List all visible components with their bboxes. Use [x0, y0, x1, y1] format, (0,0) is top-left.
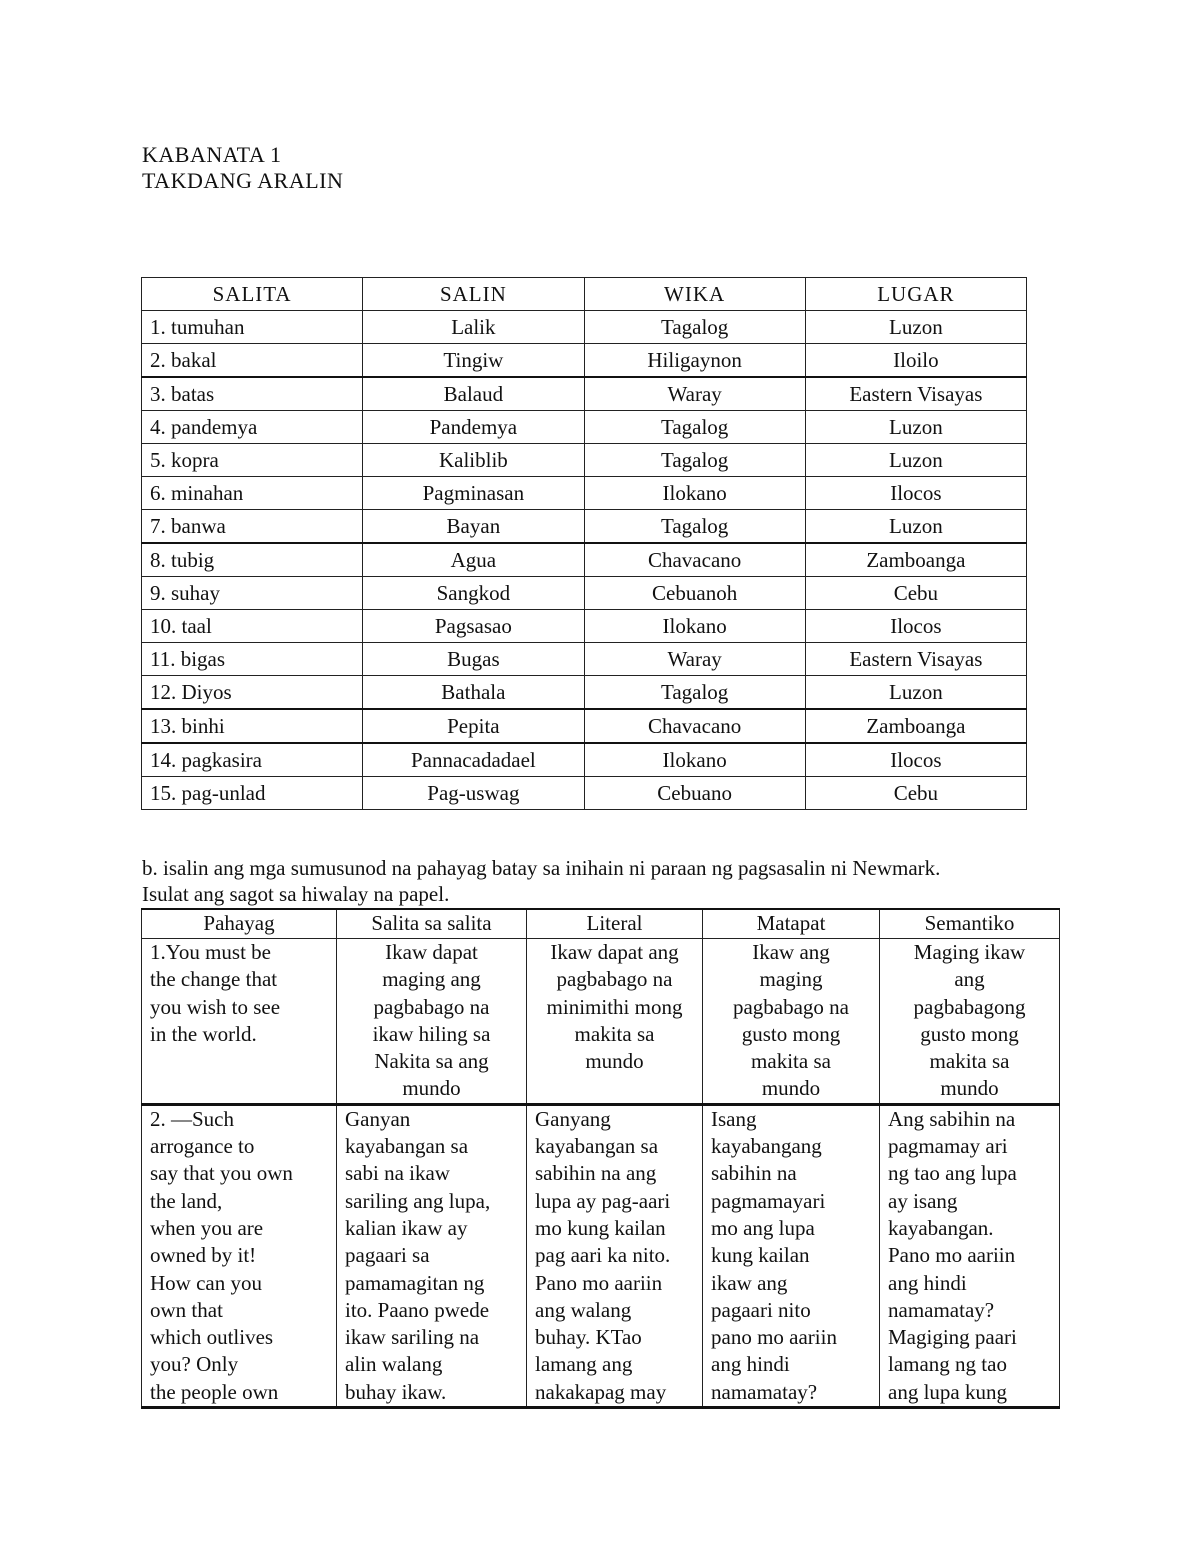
table-row [142, 477, 1027, 510]
header-literal: Literal [527, 909, 703, 939]
table-row [142, 377, 1027, 411]
cell-salin: Kaliblib [363, 444, 584, 477]
instruction-line: Isulat ang sagot sa hiwalay na papel. [142, 882, 450, 906]
cell-lugar: Ilocos [805, 743, 1026, 777]
cell-matapat [703, 939, 880, 1105]
table-header-row [142, 909, 1060, 939]
cell-lugar: Ilocos [805, 610, 1026, 643]
table-row [142, 1104, 1060, 1407]
table-row [142, 444, 1027, 477]
cell-lugar: Luzon [805, 676, 1026, 710]
cell-wika: Tagalog [584, 676, 805, 710]
cell-text: Ikaw dapat ang pagbabago na minimithi mong makita sa mundo [546, 940, 683, 1074]
document-heading [142, 142, 343, 194]
cell-salin: Bathala [363, 676, 584, 710]
cell-lugar: Eastern Visayas [805, 377, 1026, 411]
cell-salita: 1. tumuhan [142, 311, 363, 344]
cell-salin: Pandemya [363, 411, 584, 444]
cell-lugar: Zamboanga [805, 543, 1026, 577]
cell-salita-sa-salita [337, 1104, 527, 1407]
cell-salin: Bugas [363, 643, 584, 676]
cell-wika: Tagalog [584, 444, 805, 477]
cell-text: Ikaw ang maging pagbabago na gusto mong makita sa mundo [732, 940, 850, 1101]
cell-wika: Chavacano [584, 543, 805, 577]
table-row [142, 777, 1027, 810]
cell-pahayag [142, 1104, 337, 1407]
cell-salita: 6. minahan [142, 477, 363, 510]
cell-salita: 5. kopra [142, 444, 363, 477]
cell-salita: 12. Diyos [142, 676, 363, 710]
table-row [142, 743, 1027, 777]
cell-text: Maging ikaw ang pagbabagong gusto mong makita sa mundo [913, 940, 1026, 1101]
cell-wika: Waray [584, 643, 805, 676]
cell-wika: Ilokano [584, 477, 805, 510]
header-wika: WIKA [584, 278, 805, 311]
cell-lugar: Ilocos [805, 477, 1026, 510]
cell-salita: 2. bakal [142, 344, 363, 378]
cell-salita: 8. tubig [142, 543, 363, 577]
cell-literal [527, 939, 703, 1105]
newmark-translation-table [141, 908, 1060, 1409]
cell-salita: 9. suhay [142, 577, 363, 610]
cell-salin: Lalik [363, 311, 584, 344]
table-row [142, 610, 1027, 643]
cell-semantiko [880, 939, 1060, 1105]
table-row [142, 543, 1027, 577]
table-row [142, 939, 1060, 1105]
cell-lugar: Zamboanga [805, 709, 1026, 743]
cell-wika: Waray [584, 377, 805, 411]
cell-wika: Ilokano [584, 743, 805, 777]
table-row [142, 344, 1027, 378]
header-salita-sa-salita: Salita sa salita [337, 909, 527, 939]
cell-salita: 3. batas [142, 377, 363, 411]
cell-salin: Tingiw [363, 344, 584, 378]
cell-text: Ikaw dapat maging ang pagbabago na ikaw hiling sa Nakita sa ang mundo [372, 940, 491, 1101]
table-row [142, 577, 1027, 610]
cell-text: Ang sabihin na pagmamay ari ng tao ang lupa ay isang kayabangan. Pano mo aariin ang hindi namamatay? Magiging paari lamang ng tao ang lupa kung [888, 1106, 1017, 1404]
cell-salita-sa-salita [337, 939, 527, 1105]
cell-salita: 13. binhi [142, 709, 363, 743]
instruction-line: b. isalin ang mga sumusunod na pahayag batay sa inihain ni paraan ng pagsasalin ni Newmark. [142, 856, 941, 880]
table-row [142, 676, 1027, 710]
header-pahayag: Pahayag [142, 909, 337, 939]
instruction-paragraph [142, 855, 1062, 907]
cell-salita: 10. taal [142, 610, 363, 643]
cell-lugar: Luzon [805, 311, 1026, 344]
cell-salin: Sangkod [363, 577, 584, 610]
cell-salin: Pagsasao [363, 610, 584, 643]
table-row [142, 709, 1027, 743]
cell-text: 2. —Such arrogance to say that you own the land, when you are owned by it! How can you own that which outlives you? Only the people own [150, 1106, 293, 1404]
cell-salin: Agua [363, 543, 584, 577]
header-semantiko: Semantiko [880, 909, 1060, 939]
cell-lugar: Cebu [805, 777, 1026, 810]
cell-wika: Cebuanoh [584, 577, 805, 610]
cell-lugar: Iloilo [805, 344, 1026, 378]
cell-semantiko [880, 1104, 1060, 1407]
header-salin: SALIN [363, 278, 584, 311]
cell-text: Ganyan kayabangan sa sabi na ikaw sariling ang lupa, kalian ikaw ay pagaari sa pamamagitan ng ito. Paano pwede ikaw sariling na alin walang buhay ikaw. [345, 1106, 491, 1404]
chapter-title: KABANATA 1 [142, 142, 282, 167]
table-header-row [142, 278, 1027, 311]
header-lugar: LUGAR [805, 278, 1026, 311]
assignment-title: TAKDANG ARALIN [142, 168, 344, 193]
table-row [142, 643, 1027, 676]
cell-wika: Cebuano [584, 777, 805, 810]
cell-lugar: Cebu [805, 577, 1026, 610]
header-matapat: Matapat [703, 909, 880, 939]
cell-pahayag [142, 939, 337, 1105]
cell-salita: 11. bigas [142, 643, 363, 676]
cell-text: Ganyang kayabangan sa sabihin na ang lupa ay pag-aari mo kung kailan pag aari ka nito. Pano mo aariin ang walang buhay. KTao lamang ang nakakapag may [535, 1106, 671, 1404]
cell-salin: Balaud [363, 377, 584, 411]
header-salita: SALITA [142, 278, 363, 311]
table-row [142, 311, 1027, 344]
cell-wika: Ilokano [584, 610, 805, 643]
cell-lugar: Luzon [805, 444, 1026, 477]
cell-text: 1.You must be the change that you wish to see in the world. [150, 940, 281, 1046]
cell-salin: Pannacadadael [363, 743, 584, 777]
cell-matapat [703, 1104, 880, 1407]
cell-wika: Hiligaynon [584, 344, 805, 378]
table-row [142, 510, 1027, 544]
cell-salin: Pag-uswag [363, 777, 584, 810]
cell-wika: Chavacano [584, 709, 805, 743]
cell-wika: Tagalog [584, 510, 805, 544]
cell-salita: 14. pagkasira [142, 743, 363, 777]
cell-salin: Bayan [363, 510, 584, 544]
cell-text: Isang kayabangang sabihin na pagmamayari mo ang lupa kung kailan ikaw ang pagaari nito pano mo aariin ang hindi namamatay? [711, 1106, 837, 1404]
cell-lugar: Eastern Visayas [805, 643, 1026, 676]
cell-lugar: Luzon [805, 411, 1026, 444]
cell-wika: Tagalog [584, 411, 805, 444]
cell-salin: Pagminasan [363, 477, 584, 510]
cell-salita: 15. pag-unlad [142, 777, 363, 810]
cell-salita: 4. pandemya [142, 411, 363, 444]
cell-lugar: Luzon [805, 510, 1026, 544]
cell-salin: Pepita [363, 709, 584, 743]
cell-salita: 7. banwa [142, 510, 363, 544]
cell-literal [527, 1104, 703, 1407]
table-row [142, 411, 1027, 444]
cell-wika: Tagalog [584, 311, 805, 344]
word-translation-table [141, 277, 1027, 810]
